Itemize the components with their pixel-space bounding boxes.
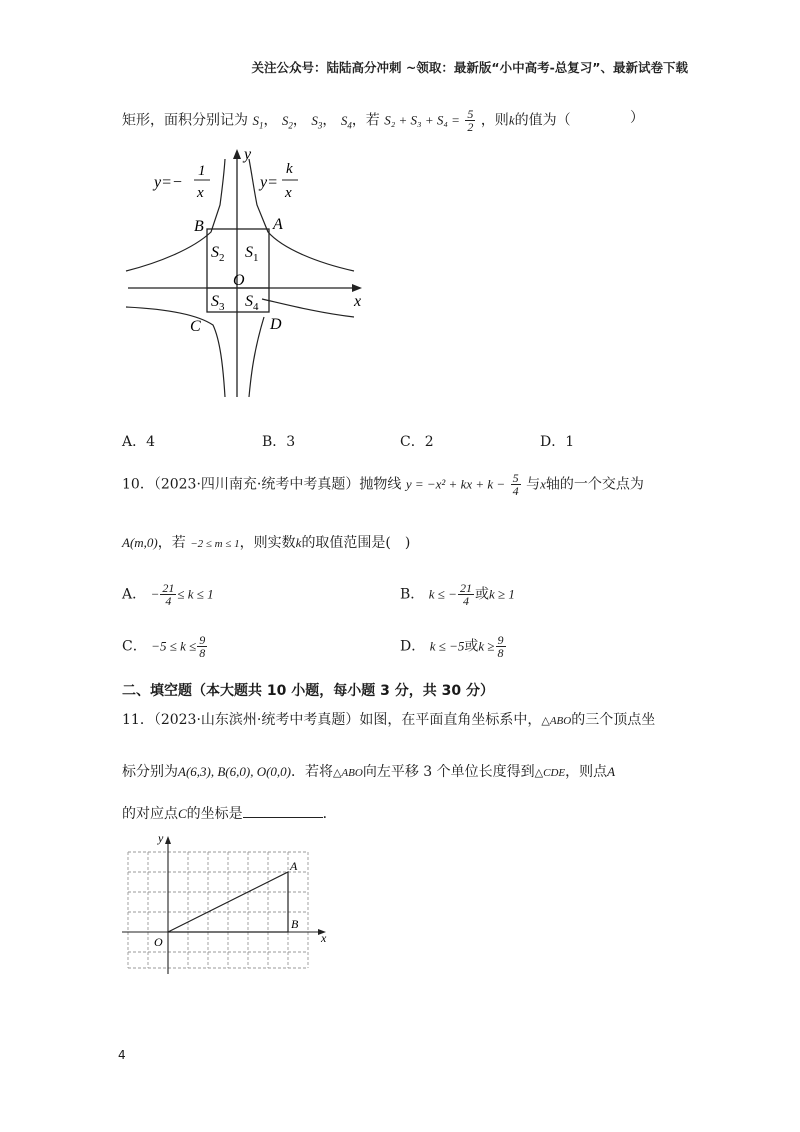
q11-point-a: A <box>607 764 616 779</box>
label-right-curve-num: k <box>286 161 293 177</box>
q10-ask: ，则实数 <box>239 535 296 551</box>
q10-fraction: $\frac{5}{4}$ <box>512 471 519 498</box>
label-left-curve-num: 1 <box>198 163 206 179</box>
q10-option-d[interactable] <box>400 634 507 659</box>
q11-line3 <box>122 803 337 824</box>
option-label: D． <box>400 638 426 655</box>
label-origin: O <box>154 935 163 949</box>
q9-ruo: ，若 <box>351 112 380 129</box>
q10-cond: −2 ≤ m ≤ 1 <box>190 538 240 550</box>
q11-triangle-abo: △ABO <box>333 767 363 779</box>
option-or: 或 <box>474 586 489 603</box>
answer-blank[interactable] <box>243 803 323 818</box>
q10-number: 10． <box>122 476 154 493</box>
label-point-b: B <box>291 917 299 931</box>
q9-comma: ， <box>322 112 337 129</box>
q9-option-c[interactable]: C．2 <box>400 434 434 450</box>
q10-point: A(m,0) <box>122 535 158 550</box>
q9-comma: ， <box>292 112 307 129</box>
label-x: x <box>354 293 362 310</box>
q10-option-a[interactable] <box>122 582 214 607</box>
option-or: 或 <box>464 638 479 655</box>
q9-option-d[interactable]: D．1 <box>540 434 575 450</box>
q9-s3: $S_3$ <box>311 112 323 131</box>
q11-coords: A(6,3), B(6,0), O(0,0) <box>178 764 291 779</box>
region-s1: $S_1$ <box>245 244 259 264</box>
q10-k: k <box>295 535 302 550</box>
label-point-d: D <box>270 316 282 333</box>
q11-number: 11． <box>122 712 154 728</box>
option-pre: − <box>150 586 160 602</box>
option-fraction: $\frac{21}{4}$ <box>459 581 472 608</box>
curve-pos-left <box>126 307 225 397</box>
q11-text: 标分别为 <box>122 764 178 780</box>
region-s2: $S_2$ <box>211 244 225 264</box>
label-origin: O <box>233 272 245 289</box>
q9-option-b[interactable]: B．3 <box>262 434 296 450</box>
option-label: A． <box>122 586 147 603</box>
q11-text: 向左平移 3 个单位长度得到 <box>362 764 535 780</box>
q11-line1 <box>122 710 655 731</box>
q11-triangle-cde: △CDE <box>534 767 566 779</box>
q9-comma: ， <box>263 112 278 129</box>
option-post: k ≥ <box>478 638 495 654</box>
y-axis-arrow-icon <box>165 836 171 844</box>
q11-coordinate-figure <box>118 828 338 978</box>
q10-option-b[interactable] <box>400 582 515 607</box>
option-pre: k ≤ −5 <box>429 638 465 654</box>
label-right-curve-den: x <box>285 185 292 201</box>
region-s4: $S_4$ <box>245 293 259 313</box>
section-title: 二、填空题（本大题共 10 小题，每小题 3 分，共 30 分） <box>122 683 494 699</box>
q9-fraction: $\frac{5}{2}$ <box>467 107 474 134</box>
q11-line2 <box>122 762 615 783</box>
option-label: B． <box>400 586 425 603</box>
q9-s2: $S_2$ <box>281 112 293 131</box>
q9-s1: $S_1$ <box>252 112 264 131</box>
option-fraction: $\frac{21}{4}$ <box>162 581 175 608</box>
q11-text: 的对应点 <box>122 806 178 822</box>
option-pre: −5 ≤ k ≤ <box>151 638 197 654</box>
y-axis-arrow-icon <box>233 149 241 159</box>
q10-x: x <box>540 476 546 492</box>
q11-point-c: C <box>178 806 187 821</box>
q10-equation: y = −x² + kx + k − <box>405 476 506 492</box>
page-header: 关注公众号：陆陆高分冲刺 ~领取：最新版“小中高考-总复习”、最新试卷下载 <box>251 60 688 75</box>
q9-ze: ，则 <box>480 112 509 129</box>
label-point-b: B <box>194 218 204 235</box>
q10-tail2: 轴的一个交点为 <box>545 476 644 493</box>
label-left-curve-den: x <box>197 185 204 201</box>
q9-s4: $S_4$ <box>340 112 352 131</box>
q9-option-a[interactable]: A．4 <box>122 434 156 450</box>
q11-text: 的坐标是 <box>186 806 243 822</box>
q10-source: （2023·四川南充·统考中考真题）抛物线 <box>153 476 402 493</box>
label-point-a: A <box>273 216 283 233</box>
label-x: x <box>321 931 327 945</box>
option-post: k ≥ 1 <box>488 586 515 602</box>
q10-condition <box>122 533 410 554</box>
q9-stem <box>122 108 571 135</box>
option-fraction: $\frac{9}{8}$ <box>497 633 504 660</box>
q9-stem-pre: 矩形，面积分别记为 <box>122 112 248 129</box>
q10-tail: 与 <box>526 476 541 493</box>
label-left-curve: y=− <box>154 174 183 191</box>
q9-tail: 的值为（ <box>514 112 571 129</box>
grid <box>128 852 308 968</box>
q10-ask2: 的取值范围是( ) <box>301 535 411 551</box>
curve-neg-right <box>262 299 354 317</box>
label-right-curve: y= <box>260 174 278 191</box>
q10-stem <box>122 472 644 497</box>
option-label: C． <box>122 638 147 655</box>
q11-text: ． <box>322 806 337 822</box>
option-pre: k ≤ − <box>428 586 457 602</box>
q11-triangle-abo: △ABO <box>541 715 572 727</box>
page-number: 4 <box>118 1048 126 1062</box>
q10-ruo: ，若 <box>157 535 186 551</box>
label-y: y <box>158 831 164 845</box>
option-fraction: $\frac{9}{8}$ <box>199 633 206 660</box>
q10-option-c[interactable] <box>122 634 208 659</box>
q11-text: ．若将 <box>291 764 333 780</box>
option-post: ≤ k ≤ 1 <box>177 586 214 602</box>
q11-text: （2023·山东滨州·统考中考真题）如图，在平面直角坐标系中， <box>153 712 542 728</box>
q9-k: k <box>508 112 515 128</box>
q11-text: ，则点 <box>565 764 608 780</box>
region-s3: $S_3$ <box>211 293 225 313</box>
label-y: y <box>244 146 252 163</box>
q9-equation: S₂ + S₃ + S₄ = <box>384 112 460 128</box>
q9-close-paren: ） <box>630 110 644 126</box>
x-axis-arrow-icon <box>352 284 362 292</box>
label-point-a: A <box>290 859 298 873</box>
label-point-c: C <box>190 318 201 335</box>
curve-neg-lower <box>249 317 264 397</box>
q11-text: 的三个顶点坐 <box>571 712 656 728</box>
q9-hyperbola-figure <box>118 145 378 405</box>
